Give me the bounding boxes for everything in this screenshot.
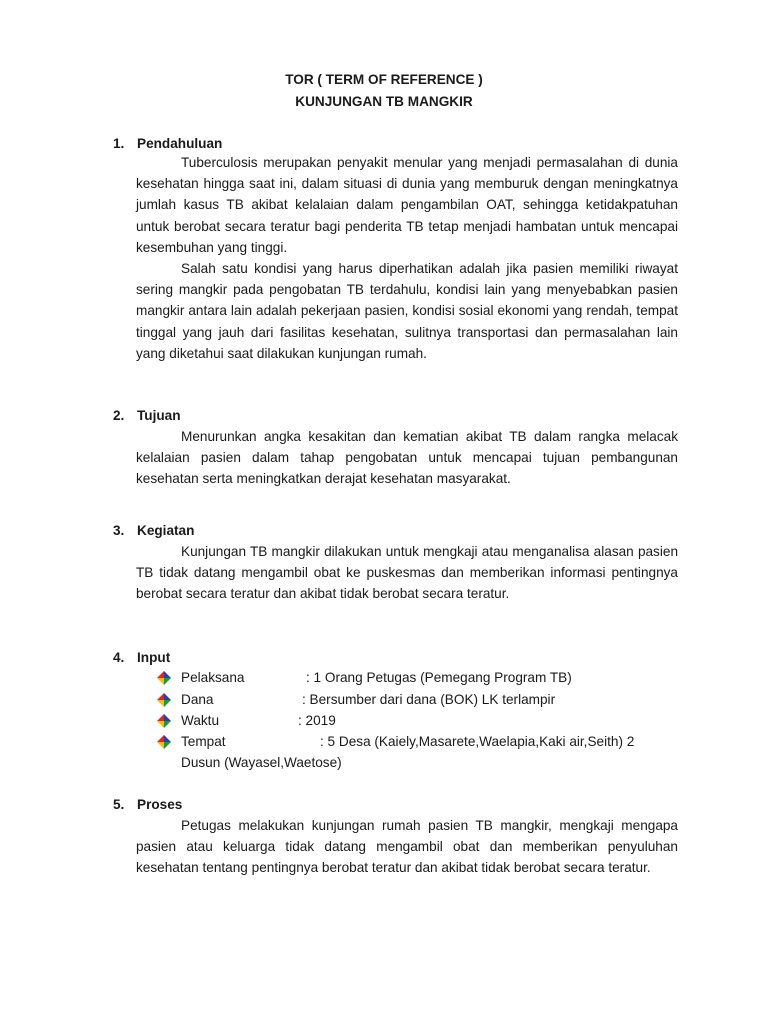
section-number: 1. bbox=[113, 136, 125, 151]
input-label: Pelaksana bbox=[181, 670, 245, 685]
section-heading-input bbox=[113, 650, 170, 665]
input-label: Tempat bbox=[181, 734, 226, 749]
section-number: 2. bbox=[113, 408, 125, 423]
input-value: : 1 Orang Petugas (Pemegang Program TB) bbox=[306, 670, 572, 685]
input-label: Dana bbox=[181, 692, 214, 707]
section-heading-tujuan bbox=[113, 408, 181, 423]
section-number: 4. bbox=[113, 650, 125, 665]
section-title: Proses bbox=[137, 797, 183, 812]
paragraph-text: Kunjungan TB mangkir dilakukan untuk mengkaji atau menganalisa alasan pasien TB tidak datang mengambil obat ke puskesmas dan memberikan informasi pentingnya berobat secara teratur dan akibat tidak berobat secara teratur. bbox=[136, 544, 678, 602]
paragraph bbox=[136, 258, 678, 364]
section-number: 5. bbox=[113, 797, 125, 812]
paragraph-text: Petugas melakukan kunjungan rumah pasien TB mangkir, mengkaji mengapa pasien atau keluarga tidak datang mengambil obat dan memberikan penyuluhan kesehatan tentang pentingnya berobat teratur dan akibat tidak berobat secara teratur. bbox=[136, 818, 678, 876]
paragraph-text: Menurunkan angka kesakitan dan kematian akibat TB dalam rangka melacak kelalaian pasien dalam tahap pengobatan untuk mencapai tujuan pembangunan kesehatan serta meningkatkan derajat kesehatan masyarakat. bbox=[136, 429, 678, 487]
paragraph-text: Salah satu kondisi yang harus diperhatikan adalah jika pasien memiliki riwayat sering mangkir pada pengobatan TB terdahulu, kondisi lain yang menyebabkan pasien mangkir antara lain adalah pekerjaan pasien, kondisi sosial ekonomi yang rendah, tempat tinggal yang jauh dari fasilitas kesehatan, sulitnya transportasi dan permasalahan lain yang diketahui saat dilakukan kunjungan rumah. bbox=[136, 261, 678, 361]
section-title: Tujuan bbox=[137, 408, 181, 423]
document-subtitle: KUNJUNGAN TB MANGKIR bbox=[295, 94, 473, 109]
paragraph bbox=[136, 541, 678, 605]
input-value: : 5 Desa (Kaiely,Masarete,Waelapia,Kaki air,Seith) 2 bbox=[320, 734, 635, 749]
diamond-bullet-icon bbox=[157, 735, 171, 749]
section-heading-kegiatan bbox=[113, 523, 194, 538]
document-title: TOR ( TERM OF REFERENCE ) bbox=[285, 72, 483, 87]
paragraph bbox=[136, 815, 678, 879]
paragraph-text: Tuberculosis merupakan penyakit menular yang menjadi permasalahan di dunia kesehatan hingga saat ini, dalam situasi di dunia yang memburuk dengan meningkatnya jumlah kasus TB akibat kelalaian dalam pengambilan OAT, sehingga ketidakpatuhan untuk berobat secara teratur bagi penderita TB tetap menjadi hambatan untuk mencapai kesembuhan yang tinggi. bbox=[136, 155, 678, 255]
section-number: 3. bbox=[113, 523, 125, 538]
input-value-continuation: Dusun (Wayasel,Waetose) bbox=[181, 755, 342, 770]
paragraph bbox=[136, 426, 678, 490]
diamond-bullet-icon bbox=[157, 714, 171, 728]
section-title: Input bbox=[137, 650, 171, 665]
paragraph bbox=[136, 152, 678, 258]
input-value: : 2019 bbox=[298, 713, 336, 728]
diamond-bullet-icon bbox=[157, 671, 171, 685]
section-heading-pendahuluan bbox=[113, 136, 222, 151]
diamond-bullet-icon bbox=[157, 693, 171, 707]
section-title: Pendahuluan bbox=[137, 136, 223, 151]
section-heading-proses bbox=[113, 797, 182, 812]
section-title: Kegiatan bbox=[137, 523, 195, 538]
input-label: Waktu bbox=[181, 713, 220, 728]
input-value: : Bersumber dari dana (BOK) LK terlampir bbox=[302, 692, 556, 707]
